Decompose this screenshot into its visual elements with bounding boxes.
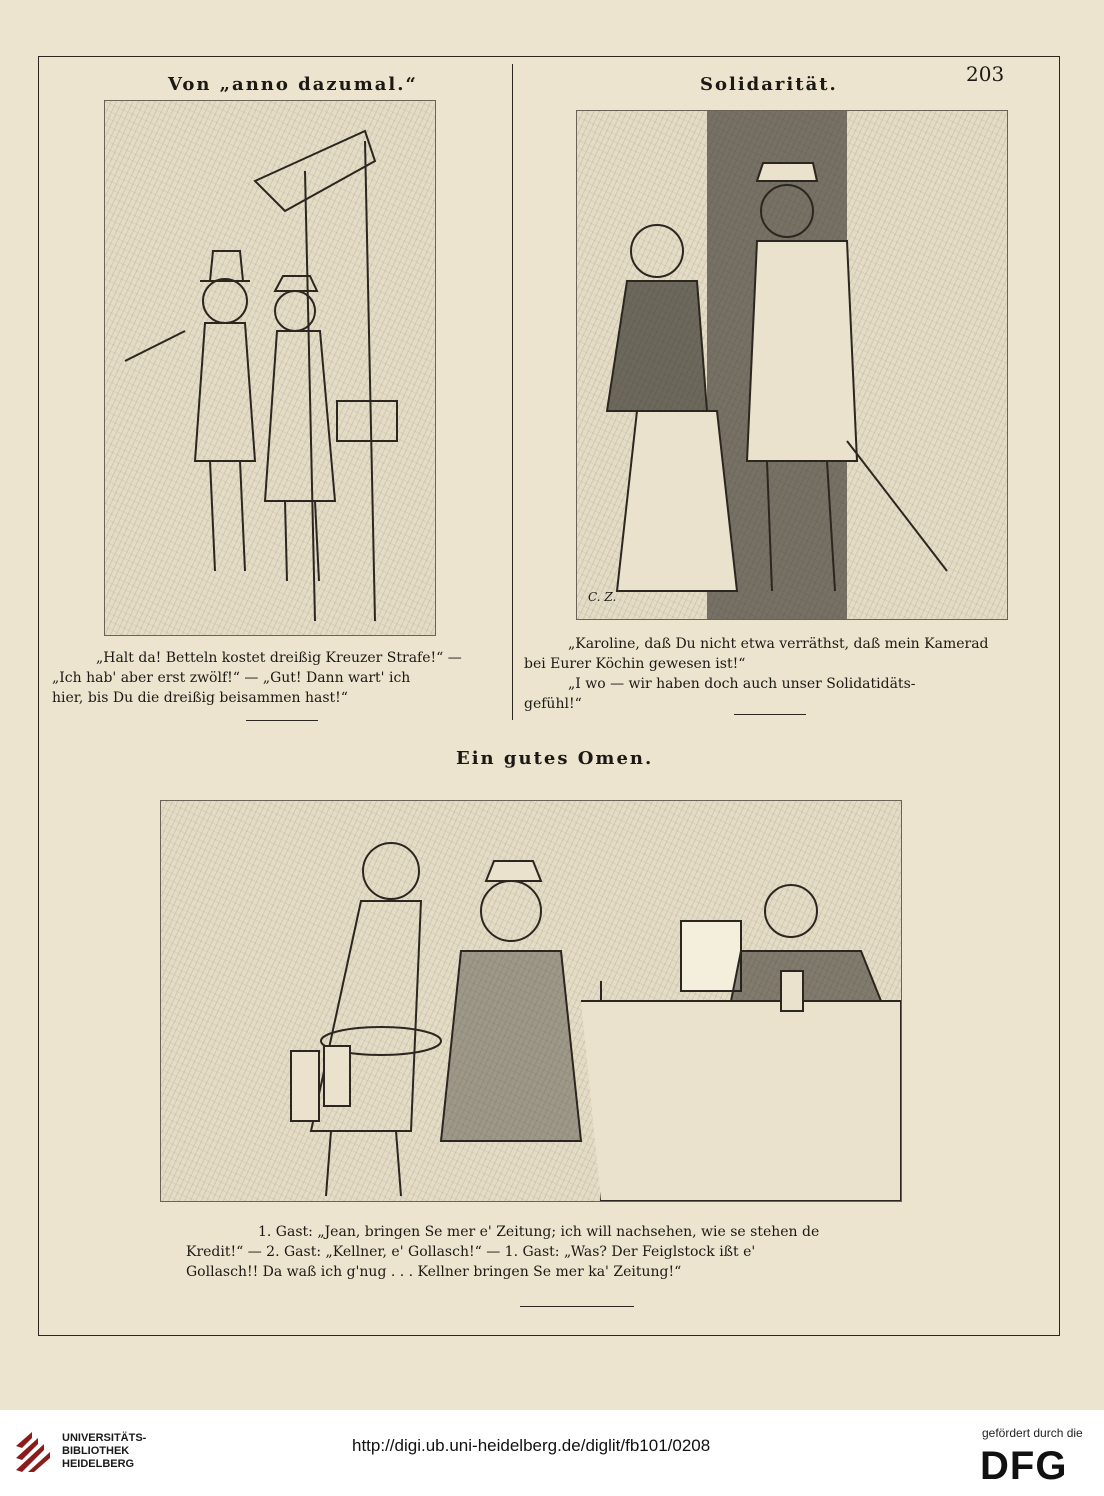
dfg-logo: DFG — [980, 1444, 1068, 1488]
caption-line: gefühl!“ — [524, 696, 582, 712]
caption-rule — [734, 714, 806, 715]
caption-line: „Ich hab' aber erst zwölf!“ — „Gut! Dann wart' ich — [52, 670, 411, 686]
two-men-sketch — [105, 101, 435, 635]
cartoon-right-title: Solidarität. — [700, 74, 838, 95]
caption-line: Kredit!“ — 2. Gast: „Kellner, e' Gollasch!“ — 1. Gast: „Was? Der Feiglstock ißt e' — [186, 1244, 756, 1260]
cartoon-left-title: Von „anno dazumal.“ — [168, 74, 418, 95]
page-number: 203 — [966, 62, 1005, 86]
column-divider — [512, 64, 513, 720]
cartoon-left-caption — [52, 648, 502, 708]
tavern-sketch — [161, 801, 901, 1201]
caption-line: „I wo — wir haben doch auch unser Solidatidäts- — [568, 676, 916, 692]
cartoon-right-caption — [524, 634, 1012, 714]
cartoon-bottom-caption — [186, 1222, 914, 1282]
illustration-maid-and-soldier — [576, 110, 1008, 620]
caption-line: 1. Gast: „Jean, bringen Se mer e' Zeitung; ich will nachsehen, wie se stehen de — [258, 1224, 820, 1240]
library-name-line: HEIDELBERG — [62, 1458, 135, 1470]
cartoon-bottom-title: Ein gutes Omen. — [456, 748, 654, 769]
maid-soldier-sketch — [577, 111, 1007, 619]
library-name-line: BIBLIOTHEK — [62, 1445, 130, 1457]
caption-line: Gollasch!! Da waß ich g'nug . . . Kellner bringen Se mer ka' Zeitung!“ — [186, 1264, 682, 1280]
funding-label: gefördert durch die — [982, 1426, 1083, 1440]
caption-rule — [520, 1306, 634, 1307]
signature-cz: C. Z. — [588, 590, 617, 604]
caption-line: hier, bis Du die dreißig beisammen hast!“ — [52, 690, 348, 706]
library-name — [62, 1432, 172, 1471]
library-name-line: UNIVERSITÄTS- — [62, 1432, 147, 1444]
library-logo-icon — [14, 1428, 56, 1474]
caption-rule — [246, 720, 318, 721]
caption-line: „Halt da! Betteln kostet dreißig Kreuzer Strafe!“ — — [96, 650, 462, 666]
permalink-url[interactable]: http://digi.ub.uni-heidelberg.de/diglit/fb101/0208 — [352, 1436, 711, 1455]
illustration-two-men-in-alley — [104, 100, 436, 636]
caption-line: bei Eurer Köchin gewesen ist!“ — [524, 656, 746, 672]
illustration-tavern-scene — [160, 800, 902, 1202]
caption-line: „Karoline, daß Du nicht etwa verräthst, daß mein Kamerad — [568, 636, 989, 652]
